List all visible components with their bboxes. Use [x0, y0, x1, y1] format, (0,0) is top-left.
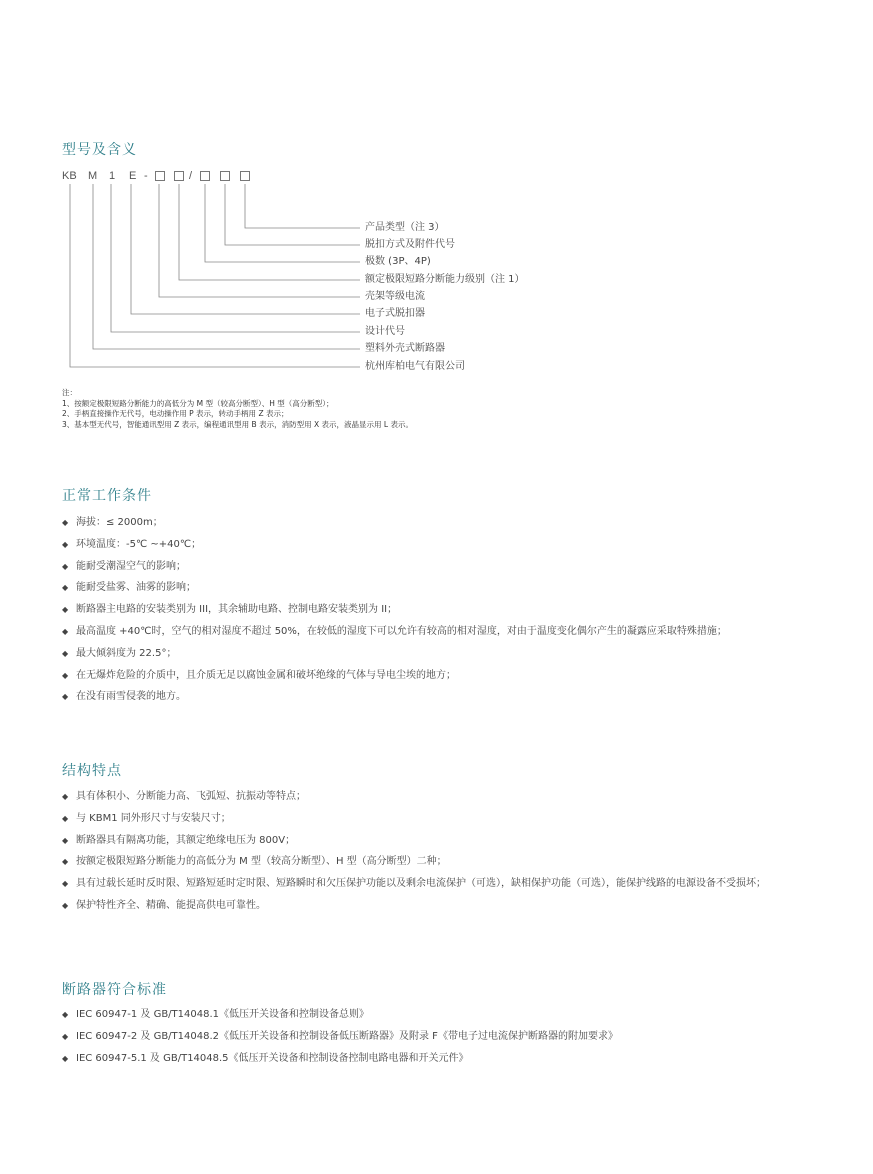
leader-line-breaking-capacity [179, 184, 360, 280]
code-box-1 [155, 171, 165, 181]
section-title-conditions: 正常工作条件 [62, 488, 152, 504]
list-item: ◆ 在没有雨雪侵袭的地方。 [62, 690, 727, 704]
list-item: ◆ IEC 60947-1 及 GB/T14048.1《低压开关设备和控制设备总则》 [62, 1008, 618, 1022]
code-char-m: M [88, 170, 98, 182]
list-item: ◆ 能耐受盐雾、油雾的影响； [62, 581, 727, 595]
list-item: ◆ IEC 60947-2 及 GB/T14048.2《低压开关设备和控制设备低压断路器》及附录 F《带电子过电流保护断路器的附加要求》 [62, 1030, 618, 1044]
list-item: ◆ 最大倾斜度为 22.5°； [62, 647, 727, 661]
label-product-type: 产品类型（注 3） [365, 222, 445, 233]
code-char-kb: KB [62, 170, 77, 182]
label-company: 杭州库柏电气有限公司 [365, 361, 465, 372]
conditions-list [62, 516, 727, 712]
label-breaking-capacity: 额定极限短路分断能力级别（注 1） [365, 274, 525, 285]
leader-line-poles [205, 184, 360, 262]
code-char-1: 1 [109, 170, 116, 182]
standards-list [62, 1008, 618, 1073]
model-code-leader-lines [0, 0, 873, 420]
notes [62, 388, 413, 430]
list-item: ◆ 海拔：≤ 2000m； [62, 516, 727, 530]
list-item: ◆ 能耐受潮湿空气的影响； [62, 560, 727, 574]
leader-line-frame-current [159, 184, 360, 297]
leader-line-mccb [93, 184, 360, 349]
list-item: ◆ 保护特性齐全、精确、能提高供电可靠性。 [62, 899, 826, 913]
label-poles: 极数 (3P、4P) [365, 256, 431, 267]
code-char-e: E [129, 170, 137, 182]
label-trip-mode: 脱扣方式及附件代号 [365, 239, 455, 250]
list-item: ◆ 按额定极限短路分断能力的高低分为 M 型（较高分断型）、H 型（高分断型）二种； [62, 855, 826, 869]
notes-heading: 注： [62, 388, 77, 397]
section-title-features: 结构特点 [62, 763, 122, 779]
section-title-model: 型号及含义 [62, 142, 137, 158]
note-item: 1、按额定极限短路分断能力的高低分为 M 型（较高分断型）、H 型（高分断型）； [62, 398, 334, 408]
list-item: ◆ 与 KBM1 同外形尺寸与安装尺寸； [62, 812, 826, 826]
leader-line-design-code [111, 184, 360, 332]
label-design-code: 设计代号 [365, 326, 405, 337]
code-char-dash: - [144, 170, 148, 182]
list-item: ◆ 最高温度 +40℃时，空气的相对湿度不超过 50%，在较低的湿度下可以允许有较高的相对湿度，对由于温度变化偶尔产生的凝露应采取特殊措施； [62, 625, 727, 639]
list-item: ◆ 在无爆炸危险的介质中，且介质无足以腐蚀金属和破坏绝缘的气体与导电尘埃的地方； [62, 669, 727, 683]
leader-line-product-type [245, 184, 360, 228]
code-box-3 [200, 171, 210, 181]
code-box-2 [174, 171, 184, 181]
code-char-slash: / [189, 170, 193, 182]
note-item: 3、基本型无代号，智能通讯型用 Z 表示，编程通讯型用 B 表示，消防型用 X 表示，液晶显示用 L 表示。 [62, 419, 413, 429]
list-item: ◆ 断路器主电路的安装类别为 III，其余辅助电路、控制电路安装类别为 II； [62, 603, 727, 617]
list-item: ◆ 具有过载长延时反时限、短路短延时定时限、短路瞬时和欠压保护功能以及剩余电流保护（可选），缺相保护功能（可选），能保护线路的电源设备不受损坏； [62, 877, 826, 891]
leader-line-company [70, 184, 360, 367]
code-box-5 [240, 171, 250, 181]
list-item: ◆ 断路器具有隔离功能，其额定绝缘电压为 800V； [62, 834, 826, 848]
list-item: ◆ 具有体积小、分断能力高、飞弧短、抗振动等特点； [62, 790, 826, 804]
label-electronic-release: 电子式脱扣器 [365, 308, 425, 319]
features-list [62, 790, 826, 921]
leader-line-electronic-release [131, 184, 360, 314]
code-box-4 [220, 171, 230, 181]
label-mccb: 塑料外壳式断路器 [365, 343, 445, 354]
leader-line-trip-mode [225, 184, 360, 245]
note-item: 2、手柄直接操作无代号，电动操作用 P 表示，转动手柄用 Z 表示； [62, 409, 289, 418]
list-item: ◆ IEC 60947-5.1 及 GB/T14048.5《低压开关设备和控制设备控制电路电器和开关元件》 [62, 1052, 618, 1066]
section-title-standards: 断路器符合标准 [62, 982, 167, 998]
label-frame-current: 壳架等级电流 [365, 291, 425, 302]
list-item: ◆ 环境温度：-5℃ ~+40℃； [62, 538, 727, 552]
